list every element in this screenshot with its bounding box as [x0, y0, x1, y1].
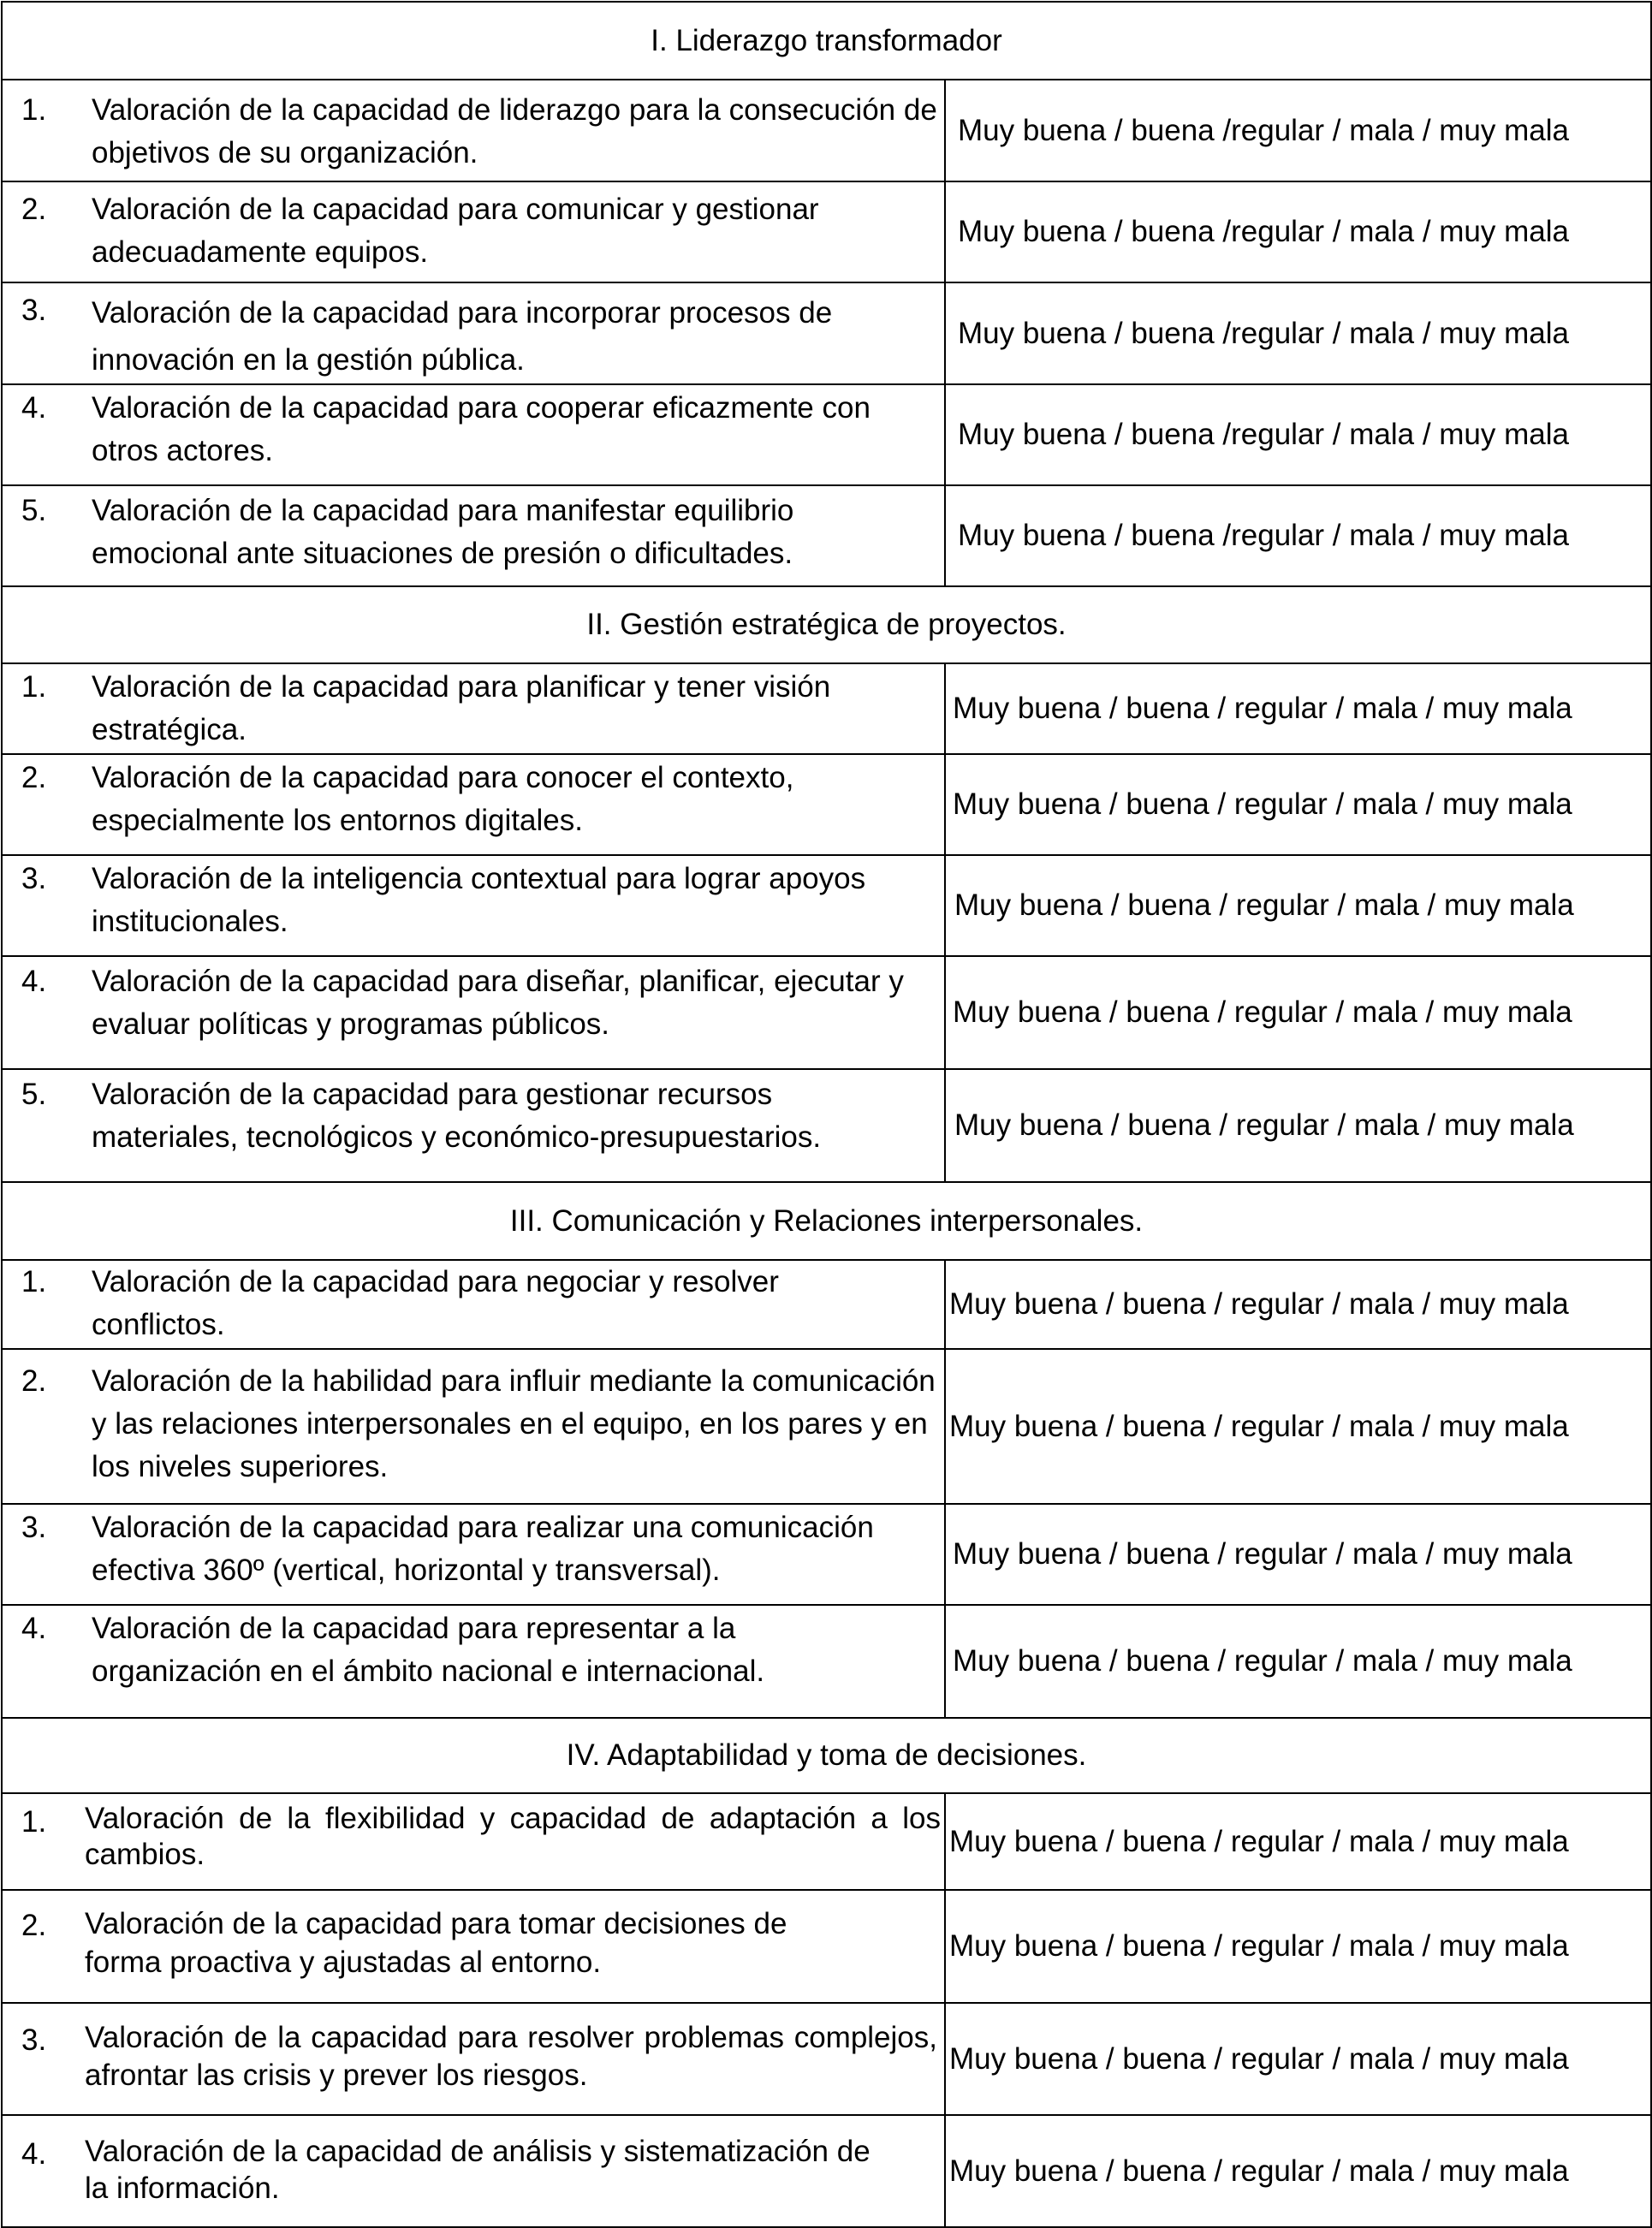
- rating-scale: Muy buena / buena / regular / mala / muy mala: [945, 1260, 1651, 1349]
- item-question: [2, 1349, 945, 1504]
- rating-scale: Muy buena / buena /regular / mala / muy mala: [945, 384, 1651, 485]
- item-number: 3.: [21, 294, 47, 327]
- item-text: Valoración de la habilidad para influir mediante la comunicación y las relaciones interpersonales en el equipo, en los pares y en los niveles superiores.: [92, 1364, 936, 1483]
- item-question: [2, 956, 945, 1069]
- item-text: Valoración de la capacidad para manifestar equilibrio emocional ante situaciones de presión o dificultades.: [92, 494, 794, 570]
- item-text: Valoración de la capacidad de análisis y sistematización de la información.: [85, 2135, 871, 2205]
- item-question: [2, 663, 945, 754]
- item-number: 1.: [21, 1265, 47, 1298]
- section-title: IV. Adaptabilidad y toma de decisiones.: [2, 1718, 1651, 1793]
- item-question: [2, 2115, 945, 2227]
- item-text: Valoración de la capacidad para diseñar, planificar, ejecutar y evaluar políticas y programas públicos.: [92, 965, 904, 1041]
- item-question: [2, 1890, 945, 2003]
- item-question: [2, 2003, 945, 2115]
- item-number: 5.: [21, 494, 47, 527]
- item-number: 1.: [21, 1805, 47, 1839]
- item-number: 2.: [21, 761, 47, 794]
- rating-scale: Muy buena / buena / regular / mala / muy mala: [945, 855, 1651, 956]
- item-question: [2, 384, 945, 485]
- item-number: 4.: [21, 391, 47, 425]
- item-number: 2.: [21, 1364, 47, 1398]
- item-question: [2, 855, 945, 956]
- item-text: Valoración de la capacidad para incorporar procesos de innovación en la gestión pública.: [92, 296, 833, 377]
- rating-scale: Muy buena / buena / regular / mala / muy mala: [945, 1069, 1651, 1182]
- section-title: II. Gestión estratégica de proyectos.: [2, 586, 1651, 663]
- item-text: Valoración de la capacidad para planificar y tener visión estratégica.: [92, 670, 831, 746]
- item-text: Valoración de la capacidad para conocer el contexto, especialmente los entornos digitales.: [92, 761, 794, 837]
- item-question: [2, 485, 945, 586]
- item-question: [2, 754, 945, 855]
- rating-scale: Muy buena / buena / regular / mala / muy mala: [945, 1504, 1651, 1605]
- item-question: [2, 80, 945, 181]
- item-text: Valoración de la capacidad de liderazgo para la consecución de objetivos de su organización.: [92, 93, 937, 169]
- item-text: Valoración de la capacidad para gestionar recursos materiales, tecnológicos y económico-presupuestarios.: [92, 1078, 822, 1154]
- item-text: Valoración de la capacidad para negociar y resolver conflictos.: [92, 1265, 779, 1341]
- item-text: Valoración de la capacidad para tomar decisiones de forma proactiva y ajustadas al entorno.: [85, 1907, 787, 1979]
- item-number: 4.: [21, 965, 47, 998]
- rating-scale: Muy buena / buena /regular / mala / muy mala: [945, 485, 1651, 586]
- rating-scale: Muy buena / buena / regular / mala / muy mala: [945, 956, 1651, 1069]
- item-number: 3.: [21, 1511, 47, 1544]
- rating-scale: Muy buena / buena /regular / mala / muy mala: [945, 181, 1651, 282]
- item-number: 4.: [21, 1612, 47, 1645]
- item-number: 4.: [21, 2137, 47, 2171]
- item-text: Valoración de la flexibilidad y capacidad de adaptación a los cambios.: [85, 1802, 941, 1871]
- item-question: [2, 1069, 945, 1182]
- rating-scale: Muy buena / buena / regular / mala / muy mala: [945, 1605, 1651, 1718]
- rating-scale: Muy buena / buena /regular / mala / muy mala: [945, 282, 1651, 384]
- rating-scale: Muy buena / buena / regular / mala / muy mala: [945, 754, 1651, 855]
- rating-scale: Muy buena / buena / regular / mala / muy mala: [945, 2003, 1651, 2115]
- evaluation-sheet: [1, 1, 1650, 2224]
- item-number: 3.: [21, 2023, 47, 2057]
- item-text: Valoración de la inteligencia contextual para lograr apoyos institucionales.: [92, 862, 866, 938]
- rating-scale: Muy buena / buena /regular / mala / muy mala: [945, 80, 1651, 181]
- rating-scale: Muy buena / buena / regular / mala / muy mala: [945, 2115, 1651, 2227]
- rating-scale: Muy buena / buena / regular / mala / muy mala: [945, 663, 1651, 754]
- item-question: [2, 282, 945, 384]
- item-text: Valoración de la capacidad para comunicar y gestionar adecuadamente equipos.: [92, 193, 819, 269]
- item-question: [2, 1260, 945, 1349]
- item-text: Valoración de la capacidad para resolver problemas complejos, afrontar las crisis y prever los riesgos.: [85, 2021, 937, 2092]
- section-title: I. Liderazgo transformador: [2, 2, 1651, 80]
- item-question: [2, 1504, 945, 1605]
- item-number: 3.: [21, 862, 47, 895]
- rating-scale: Muy buena / buena / regular / mala / muy mala: [945, 1793, 1651, 1890]
- item-question: [2, 1793, 945, 1890]
- item-question: [2, 1605, 945, 1718]
- rating-scale: Muy buena / buena / regular / mala / muy mala: [945, 1890, 1651, 2003]
- item-question: [2, 181, 945, 282]
- item-number: 2.: [21, 1909, 47, 1942]
- item-number: 1.: [21, 93, 47, 127]
- rating-scale: Muy buena / buena / regular / mala / muy mala: [945, 1349, 1651, 1504]
- item-text: Valoración de la capacidad para realizar una comunicación efectiva 360º (vertical, horizontal y transversal).: [92, 1511, 874, 1587]
- section-title: III. Comunicación y Relaciones interpersonales.: [2, 1182, 1651, 1260]
- item-number: 5.: [21, 1078, 47, 1111]
- item-number: 1.: [21, 670, 47, 704]
- item-text: Valoración de la capacidad para representar a la organización en el ámbito nacional e internacional.: [92, 1612, 765, 1688]
- item-number: 2.: [21, 193, 47, 226]
- competency-table: [1, 1, 1652, 2228]
- item-text: Valoración de la capacidad para cooperar eficazmente con otros actores.: [92, 391, 871, 467]
